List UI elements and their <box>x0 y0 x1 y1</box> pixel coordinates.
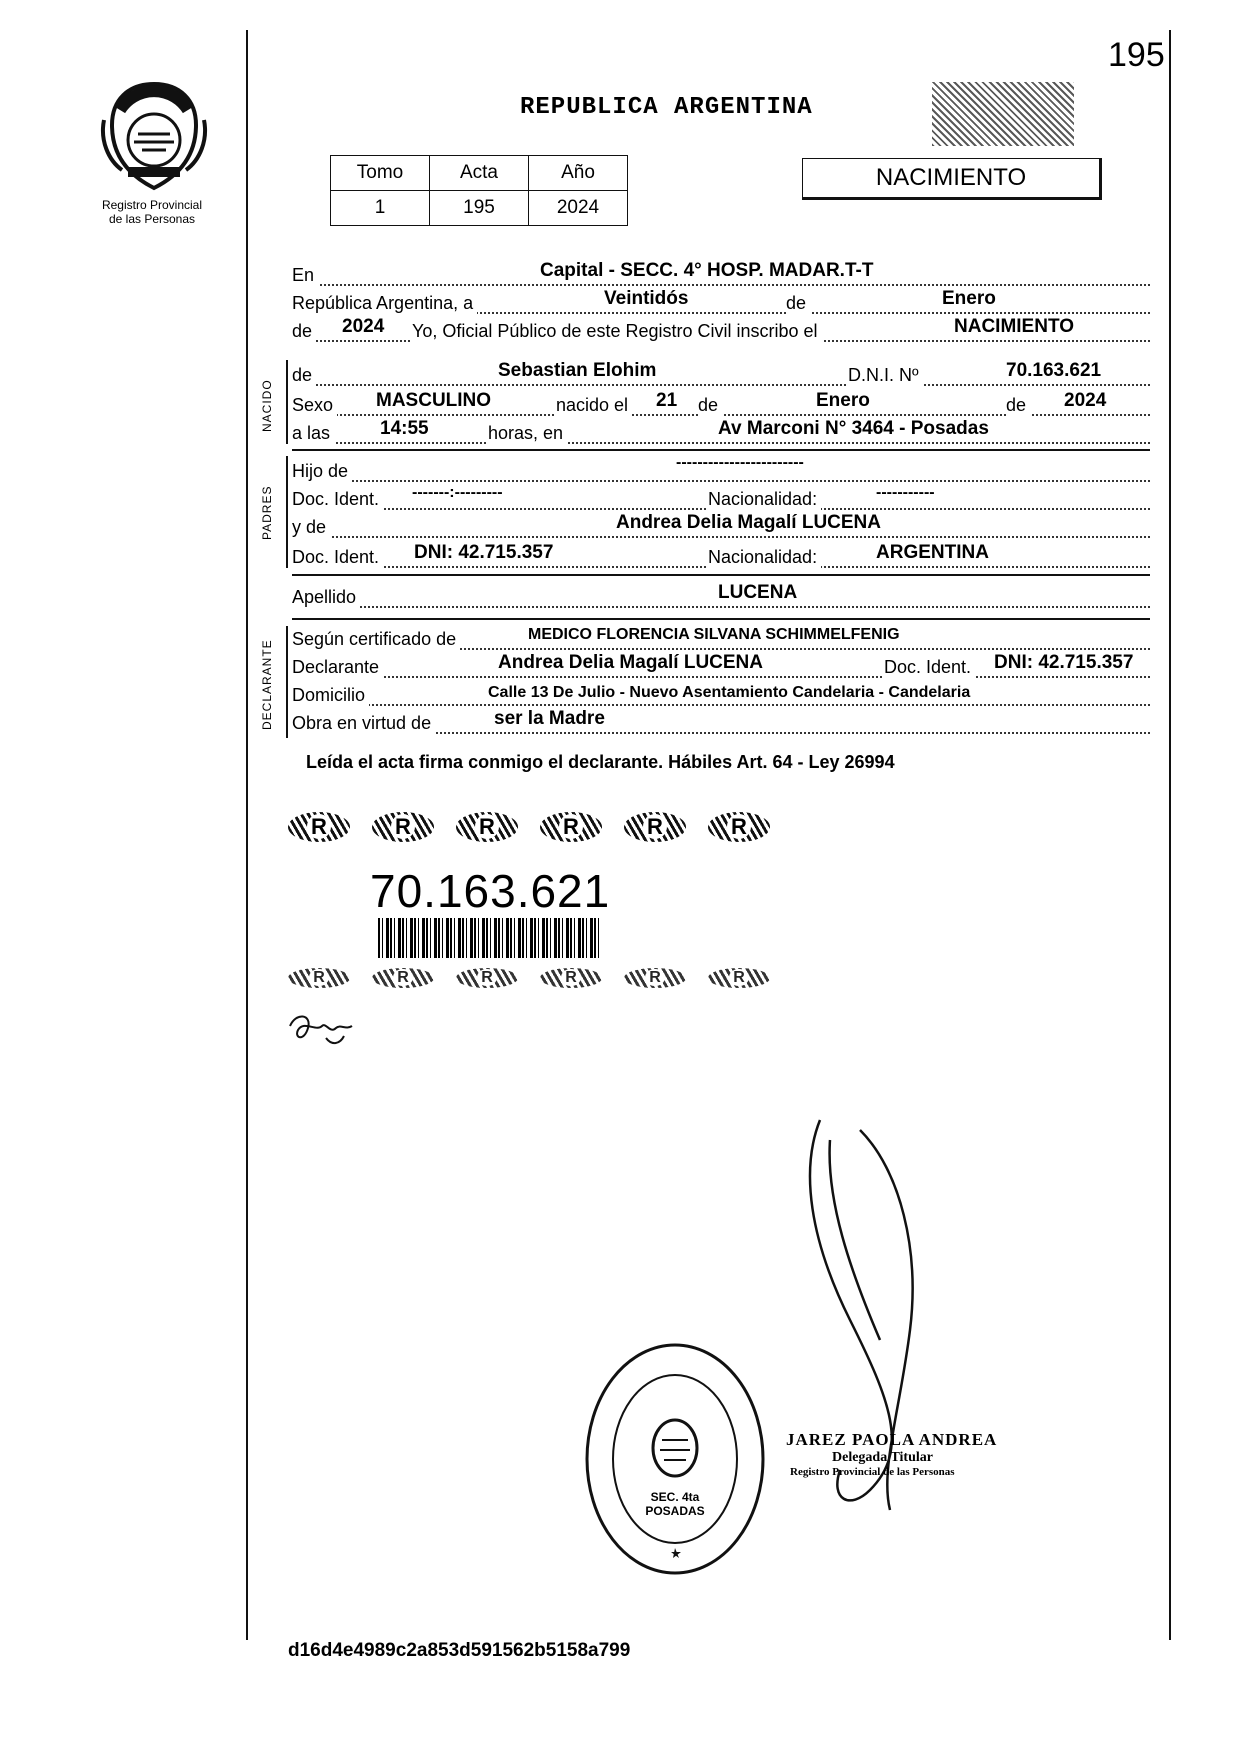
en-label: En <box>292 265 318 286</box>
nac1-value: ----------- <box>876 484 935 501</box>
security-r-mark: R <box>372 968 434 988</box>
obra-label: Obra en virtud de <box>292 713 435 734</box>
nacido-de-label: de <box>292 365 316 386</box>
apellido-rule <box>292 618 1150 620</box>
nac2-value: ARGENTINA <box>876 542 989 563</box>
record-type-box: NACIMIENTO <box>802 158 1102 200</box>
signatory-name: JAREZ PAOLA ANDREA <box>786 1430 998 1449</box>
security-r-mark: R <box>708 968 770 988</box>
line-year <box>292 318 1150 346</box>
document-hash: d16d4e4989c2a853d591562b5158a799 <box>288 1640 631 1661</box>
line-nacido-name <box>292 362 1150 390</box>
line-sexo <box>292 392 1150 420</box>
security-r-mark: R <box>456 968 518 988</box>
de-label-2: de <box>698 395 722 416</box>
record-value-tomo: 1 <box>331 191 430 226</box>
domicilio-value: Calle 13 De Julio - Nuevo Asentamiento Candelaria - Candelaria <box>488 684 971 701</box>
sexo-label: Sexo <box>292 395 337 416</box>
security-r-mark: R <box>624 968 686 988</box>
line-republica <box>292 290 1150 318</box>
record-header-tomo: Tomo <box>331 156 430 191</box>
security-r-mark: R <box>288 812 350 842</box>
doc1-label: Doc. Ident. <box>292 489 383 510</box>
document-title: REPUBLICA ARGENTINA <box>520 94 813 121</box>
record-value-anio: 2024 <box>529 191 628 226</box>
hijo-label: Hijo de <box>292 461 352 482</box>
security-band-bottom <box>288 968 770 988</box>
security-r-mark: R <box>540 812 602 842</box>
record-header-anio: Año <box>529 156 628 191</box>
padres-rule <box>292 574 1150 576</box>
declarante-section-label: DECLARANTE <box>260 639 274 730</box>
line-declarante <box>292 654 1150 682</box>
day-value: Veintidós <box>604 288 689 309</box>
nac1-label: Nacionalidad: <box>708 489 821 510</box>
cert-value: MEDICO FLORENCIA SILVANA SCHIMMELFENIG <box>528 626 900 643</box>
cert-label: Según certificado de <box>292 629 460 650</box>
record-header-acta: Acta <box>430 156 529 191</box>
line-doc2 <box>292 544 1150 572</box>
declarant-initials-signature <box>286 1008 356 1052</box>
yde-label: y de <box>292 517 330 538</box>
line-domicilio <box>292 682 1150 710</box>
padres-bracket <box>286 456 288 568</box>
en-value: Capital - SECC. 4° HOSP. MADAR.T-T <box>540 260 874 281</box>
nacido-el-label: nacido el <box>556 395 632 416</box>
security-stamp <box>932 82 1074 146</box>
registry-label <box>82 198 222 226</box>
right-margin-line <box>1169 30 1171 1640</box>
signatory-block <box>786 1430 997 1478</box>
line-en <box>292 262 1150 290</box>
padres-section-label: PADRES <box>260 485 274 540</box>
line-hora <box>292 420 1150 448</box>
nacido-section-label: NACIDO <box>260 379 274 432</box>
nacido-bracket <box>286 360 288 444</box>
mother-name: Andrea Delia Magalí LUCENA <box>616 512 881 533</box>
declarante-doc-label: Doc. Ident. <box>884 657 975 678</box>
signatory-role: Delegada Titular <box>832 1450 933 1465</box>
security-r-mark: R <box>708 812 770 842</box>
birth-month: Enero <box>816 390 870 411</box>
child-name: Sebastian Elohim <box>498 360 657 381</box>
declarante-value: Andrea Delia Magalí LUCENA <box>498 652 763 673</box>
declarante-bracket <box>286 626 288 738</box>
left-margin-line <box>246 30 248 1640</box>
signatory-office: Registro Provincial de las Personas <box>790 1466 955 1478</box>
time-label: a las <box>292 423 334 444</box>
security-r-mark: R <box>624 812 686 842</box>
registry-label-line1: Registro Provincial <box>101 198 203 212</box>
line-apellido <box>292 584 1150 612</box>
sexo-value: MASCULINO <box>376 390 492 411</box>
hijo-value: ------------------------ <box>676 454 804 471</box>
seal-inner-text: SEC. 4ta POSADAS <box>645 1490 705 1518</box>
declarante-doc-value: DNI: 42.715.357 <box>994 652 1134 673</box>
nacido-rule <box>292 449 1150 451</box>
dni-barcode <box>378 918 600 958</box>
birth-time: 14:55 <box>380 418 429 439</box>
inscribo-label: Yo, Oficial Público de este Registro Civil inscribo el <box>412 321 822 342</box>
misiones-crest-logo <box>98 80 210 195</box>
year-value: 2024 <box>342 316 385 337</box>
security-band-top <box>288 812 770 842</box>
line-certificado <box>292 626 1150 654</box>
security-r-mark: R <box>456 812 518 842</box>
dni-number-large: 70.163.621 <box>370 865 611 917</box>
domicilio-label: Domicilio <box>292 685 369 706</box>
de-label-3: de <box>1006 395 1030 416</box>
line-madre <box>292 514 1150 542</box>
republica-label: República Argentina, a <box>292 293 477 314</box>
dni-label: D.N.I. Nº <box>848 365 923 386</box>
de-label: de <box>786 293 810 314</box>
declarante-label: Declarante <box>292 657 383 678</box>
month-value: Enero <box>942 288 996 309</box>
line-hijo <box>292 454 1150 486</box>
line-doc1 <box>292 486 1150 514</box>
child-dni: 70.163.621 <box>1006 360 1102 381</box>
birth-place: Av Marconi N° 3464 - Posadas <box>718 418 989 439</box>
inscribo-value: NACIMIENTO <box>954 316 1074 337</box>
nac2-label: Nacionalidad: <box>708 547 821 568</box>
de2-label: de <box>292 321 316 342</box>
obra-value: ser la Madre <box>494 708 605 729</box>
doc2-label: Doc. Ident. <box>292 547 383 568</box>
horas-label: horas, en <box>488 423 567 444</box>
doc2-value: DNI: 42.715.357 <box>414 542 554 563</box>
page-number: 195 <box>1108 36 1165 74</box>
line-obra <box>292 710 1150 738</box>
birth-year: 2024 <box>1064 390 1107 411</box>
legal-text: Leída el acta firma conmigo el declarante. Hábiles Art. 64 - Ley 26994 <box>306 752 895 772</box>
security-r-mark: R <box>540 968 602 988</box>
registry-label-line2: de las Personas <box>108 212 196 226</box>
doc1-value: -------:--------- <box>412 484 503 501</box>
security-r-mark: R <box>372 812 434 842</box>
official-seal <box>582 1340 768 1578</box>
record-table <box>330 155 628 226</box>
birth-day: 21 <box>656 390 678 411</box>
apellido-label: Apellido <box>292 587 360 608</box>
record-value-acta: 195 <box>430 191 529 226</box>
security-r-mark: R <box>288 968 350 988</box>
apellido-value: LUCENA <box>718 582 798 603</box>
